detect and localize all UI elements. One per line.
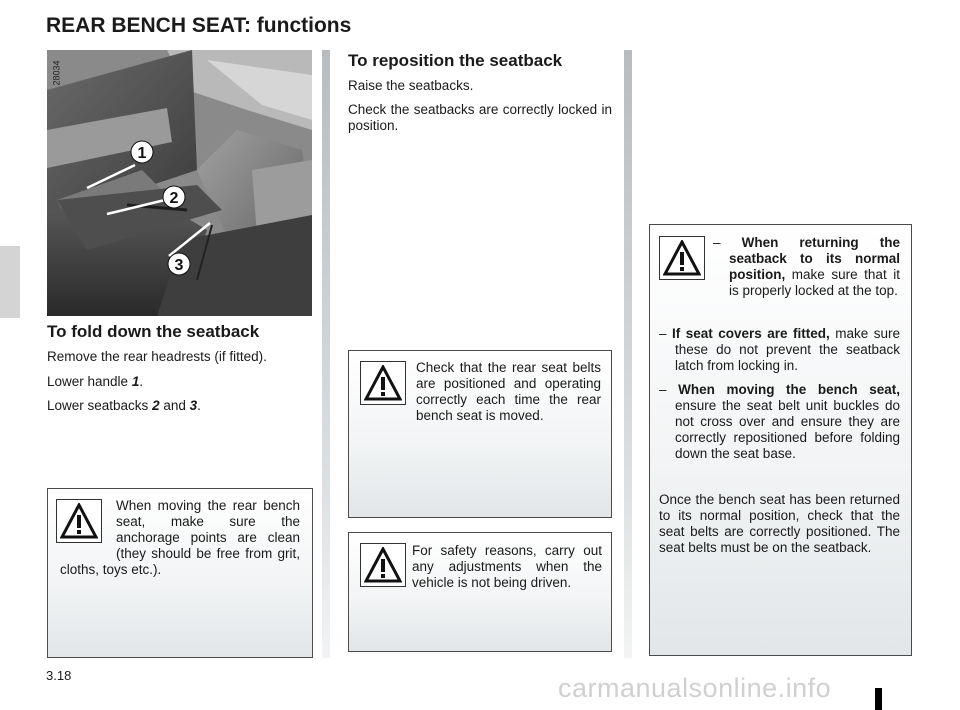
column-divider-right	[624, 50, 632, 658]
chapter-tab	[0, 246, 20, 318]
reposition-heading: To reposition the seatback	[348, 51, 563, 70]
rear-seat-photo	[47, 50, 312, 316]
warning-closing-text: Once the bench seat has been returned to its normal position, check that the seat belts are correctly positioned. The seat belts must be on the seatback.	[659, 492, 900, 555]
page-number: 3.18	[46, 668, 72, 683]
warning-list	[659, 326, 900, 470]
fold-step-2: Lower handle 1.	[47, 374, 144, 389]
warning-list-top	[713, 235, 900, 307]
warning-box-belts	[348, 350, 612, 518]
warning-triangle-icon	[360, 543, 406, 587]
fold-step-3: Lower seatbacks 2 and 3.	[47, 398, 201, 413]
callout-2: 2	[169, 190, 179, 207]
warning-text-belts: Check that the rear seat belts are positioned and operating correctly each time the rear bench seat is moved.	[416, 360, 601, 423]
fold-step-1: Remove the rear headrests (if fitted).	[47, 349, 267, 364]
photo-reference-code: 28034	[51, 60, 62, 86]
warning-text-safety: For safety reasons, carry out any adjustments when the vehicle is not being driven.	[412, 543, 602, 590]
crop-mark	[875, 688, 882, 710]
fold-heading: To fold down the seatback	[47, 322, 260, 341]
warning-item-seatback: – When returning the seatback to its normal position, make sure that it is properly locked at the top.	[713, 235, 900, 298]
warning-box-safety	[348, 532, 612, 652]
warning-item-bench-seat: – When moving the bench seat, ensure the seat belt unit buckles do not cross over and ensure they are correctly repositioned before folding down the seat base.	[659, 382, 900, 461]
reposition-step-1: Raise the seatbacks.	[348, 78, 474, 93]
warning-box-anchorage	[47, 488, 313, 658]
page-title: REAR BENCH SEAT: functions	[46, 14, 352, 37]
warning-triangle-icon	[659, 236, 705, 280]
warning-item-seat-covers: – If seat covers are fitted, make sure these do not prevent the seatback latch from locking in.	[659, 326, 900, 373]
warning-box-seatback	[649, 224, 912, 656]
column-divider-left	[322, 50, 330, 658]
callout-1: 1	[137, 145, 147, 162]
warning-text-anchorage: When moving the rear bench seat, make sure the anchorage points are clean (they should be free from grit, cloths, toys etc.).	[60, 498, 300, 577]
watermark-logo: carmanualsonline.info	[558, 673, 832, 703]
reposition-step-2: Check the seatbacks are correctly locked in position.	[348, 102, 612, 133]
callout-3: 3	[174, 257, 184, 274]
